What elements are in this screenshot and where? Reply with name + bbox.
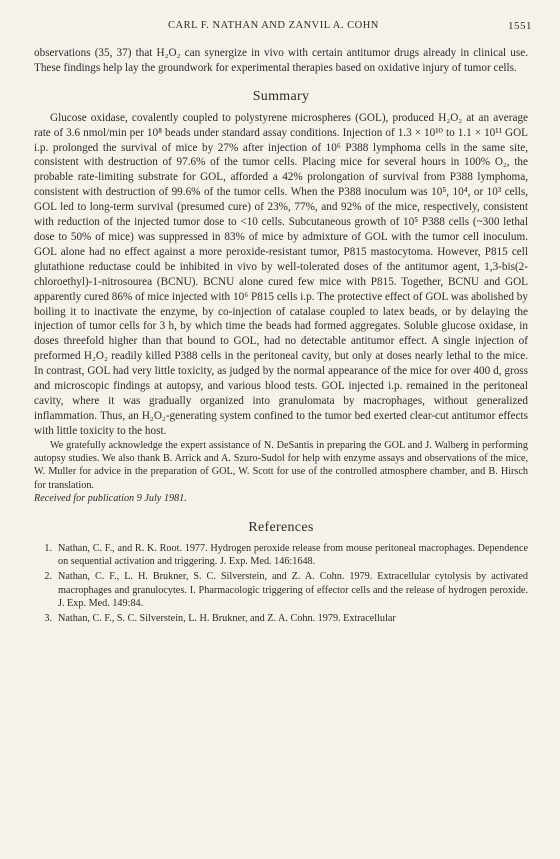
running-head	[0, 20, 560, 34]
article-body	[34, 46, 528, 627]
reference-list	[34, 542, 528, 626]
reference-number: 3.	[44, 613, 52, 625]
reference-number: 1.	[44, 542, 52, 554]
intro-paragraph: observations (35, 37) that H₂O₂ can synergize in vivo with certain antitumor drugs already in clinical use. These findings help lay the groundwork for experimental therapies based on oxidative injury of tumor cells.	[34, 47, 528, 74]
reference-item	[34, 570, 528, 610]
reference-text: Nathan, C. F., and R. K. Root. 1977. Hydrogen peroxide release from mouse peritoneal macrophages. Dependence on sequential activation and triggering. J. Exp. Med. 146:1648.	[58, 542, 528, 567]
page-number: 1551	[508, 20, 532, 32]
summary-heading: Summary	[252, 88, 310, 104]
reference-text: Nathan, C. F., L. H. Brukner, S. C. Silverstein, and Z. A. Cohn. 1979. Extracellular cytolysis by activated macrophages and granulocytes. I. Pharmacologic triggering of effector cells and the release of hydrogen peroxide. J. Exp. Med. 149:84.	[58, 571, 528, 609]
received-date: Received for publication 9 July 1981.	[34, 492, 187, 504]
summary-paragraph: Glucose oxidase, covalently coupled to polystyrene microspheres (GOL), produced H₂O₂ at an average rate of 3.6 nmol/min per 10⁸ beads under standard assay conditions. Injection of 1.3 × 10¹⁰ to 1.1 × 10¹¹ GOL i.p. prolonged the survival of mice by 27% after injection of 10⁶ P388 lymphoma cells in the same site, consistent with destruction of 97.6% of the tumor cells. Placing mice for several hours in 100% O₂, the probable rate-limiting substrate for GOL, afforded a 42% prolongation of survival from P388 lymphoma, consistent with destruction of 99.6% of the tumor cells. When the P388 inoculum was 10⁵, 10⁴, or 10³ cells, GOL led to long-term survival (presumed cure) of 23%, 77%, and 92% of the mice, respectively, consistent with reduction of the injected tumor dose to <10 cells. Subcutaneous growth of 10⁵ P388 cells (~300 lethal dose to 50% of mice) was suppressed in 83% of mice by admixture of GOL with the tumor cell inoculum. GOL alone had no effect against a more peroxide-resistant tumor, P815 mastocytoma. However, P815 cell glutathione reductase could be inhibited in vivo by well-tolerated doses of the antitumor agent, 1,3-bis(2-chloroethyl)-1-nitrosourea (BCNU). BCNU alone cured few mice with P815. Together, BCNU and GOL apparently cured 86% of mice injected with 10⁶ P815 cells i.p. The protective effect of GOL was abolished by boiling it to inactivate the enzyme, by co-injection of catalase coupled to latex beads, or by delaying the injection of tumor cells for 3 h, by which time the beads had formed aggregates. Soluble glucose oxidase, in doses threefold higher than that bound to GOL, had no detectable antitumor effect. A single injection of preformed H₂O₂ readily killed P388 cells in the peritoneal cavity, but only at doses nearly lethal to the mice. In contrast, GOL had very little toxicity, as judged by the normal appearance of the mice for over 400 d, gross and microscopic findings at autopsy, and various blood tests. GOL injected i.p. remained in the peritoneal cavity, where it was gradually organized into granulomata by macrophages, without generalized inflammation. Thus, an H₂O₂-generating system confined to the tumor bed exerted clear-cut antitumor effects with little toxicity to the host.	[34, 111, 528, 437]
reference-item	[34, 612, 528, 625]
reference-text: Nathan, C. F., S. C. Silverstein, L. H. Brukner, and Z. A. Cohn. 1979. Extracellular	[58, 613, 396, 625]
reference-number: 2.	[44, 571, 52, 583]
reference-item	[34, 542, 528, 569]
acknowledgment-paragraph: We gratefully acknowledge the expert assistance of N. DeSantis in preparing the GOL and J. Walberg in performing autopsy studies. We also thank B. Arrick and A. Szuro-Sudol for help with enzyme assays and observations of the mice, W. Muller for advice in the preparation of GOL, W. Scott for use of the controlled atmosphere chamber, and B. Hirsch for translation.	[34, 439, 528, 491]
running-title: CARL F. NATHAN AND ZANVIL A. COHN	[168, 20, 379, 31]
references-heading: References	[248, 519, 314, 535]
